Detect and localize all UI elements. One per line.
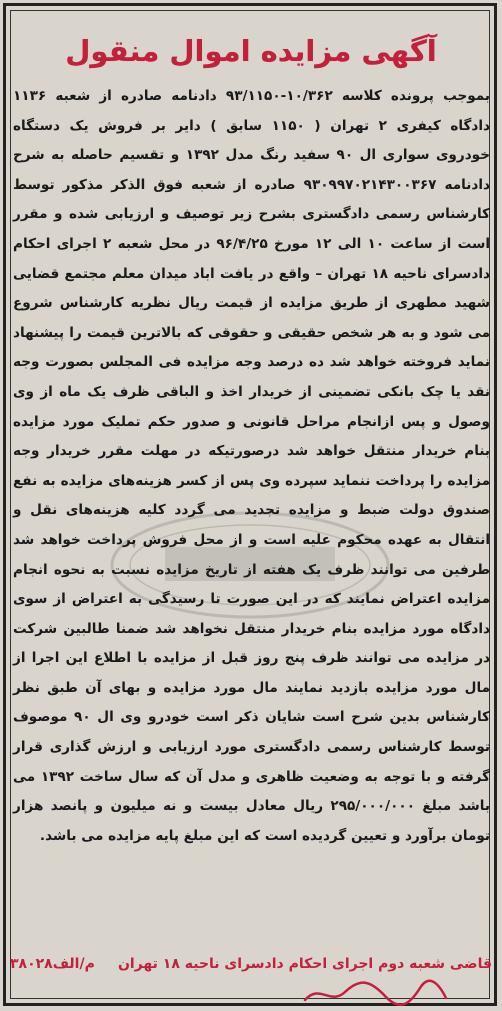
notice-signature: قاضی شعبه دوم اجرای احکام دادسرای ناحیه ۱۸ تهران: [117, 956, 492, 972]
notice-title: آگهی مزایده اموال منقول: [65, 34, 437, 68]
notice-body: [13, 82, 490, 851]
notice-code: ۳۸۰۲۸م/الف: [10, 956, 95, 972]
notice-footer: [10, 956, 492, 972]
handwritten-mark: [300, 978, 450, 1008]
notice-body-text: بموجب پرونده کلاسه ۱۰/۳۶۲-۹۳/۱۱۵۰ دادنامه صادره از شعبه ۱۱۳۶ دادگاه کیفری ۲ تهران ( ۱۱۵۰ سابق ) دایر بر فروش یک دستگاه خودروی سواری ال ۹۰ سفید رنگ مدل ۱۳۹۲ و تقسیم حاصله به شرح دادنامه ۹۳۰۹۹۷۰۲۱۴۳۰۰۳۶۷ صادره از شعبه فوق الذکر مذکور توسط کارشناس رسمی دادگستری بشرح زیر توصیف و ارزیابی شده و مقرر است از ساعت ۱۰ الی ۱۲ مورخ ۹۶/۴/۲۵ در محل شعبه ۲ اجرای احکام دادسرای ناحیه ۱۸ تهران – واقع در یافت اباد میدان معلم مجتمع قضایی شهید مطهری از طریق مزایده از قیمت ریال نظریه کارشناس شروع می شود و به هر شخص حقیقی و حقوقی که بالاترین قیمت را پیشنهاد نماید فروخته خواهد شد ده درصد وجه مزایده فی المجلس بصورت وجه نقد یا چک بانکی تضمینی از خریدار اخذ و الباقی ظرف یک ماه از وی وصول و پس ازانجام مراحل قانونی و صدور حکم تملیک مورد مزایده بنام خریدار منتقل خواهد شد درصورتیکه در مهلت مقرر خریدار وجه مزایده را پرداخت ننماید سپرده وی پس از کسر هزینه‌های مزایده به نفع صندوق دولت ضبط و مزایده تجدید می گردد کلیه هزینه‌های نقل و انتقال به عهده محکوم علیه است و از محل فروش پرداخت خواهد شد طرفین می توانند ظرف یک هفته از تاریخ مزایده نسبت به نحوه انجام مزایده اعتراض نمایند که در این صورت تا رسیدگی به اعتراض از سوی دادگاه مورد مزایده بنام خریدار منتقل نخواهد شد ضمنا طالبین شرکت در مزایده می توانند ظرف پنج روز قبل از مزایده با اطلاع این اجرا از مال مورد مزایده بازدید نمایند مال مورد مزایده و بهای آن طبق نظر کارشناس بدین شرح است شایان ذکر است خودرو وی ال ۹۰ موصوف توسط کارشناس رسمی دادگستری مورد ارزیابی و ارزش گذاری قرار گرفته و با توجه به وضعیت ظاهری و مدل آن که سال ساخت ۱۳۹۲ می باشد مبلغ ۲۹۵/۰۰۰/۰۰۰ ریال معادل بیست و نه میلیون و پانصد هزار تومان برآورد و تعیین گردیده است که این مبلغ پایه مزایده می باشد.: [13, 88, 491, 844]
